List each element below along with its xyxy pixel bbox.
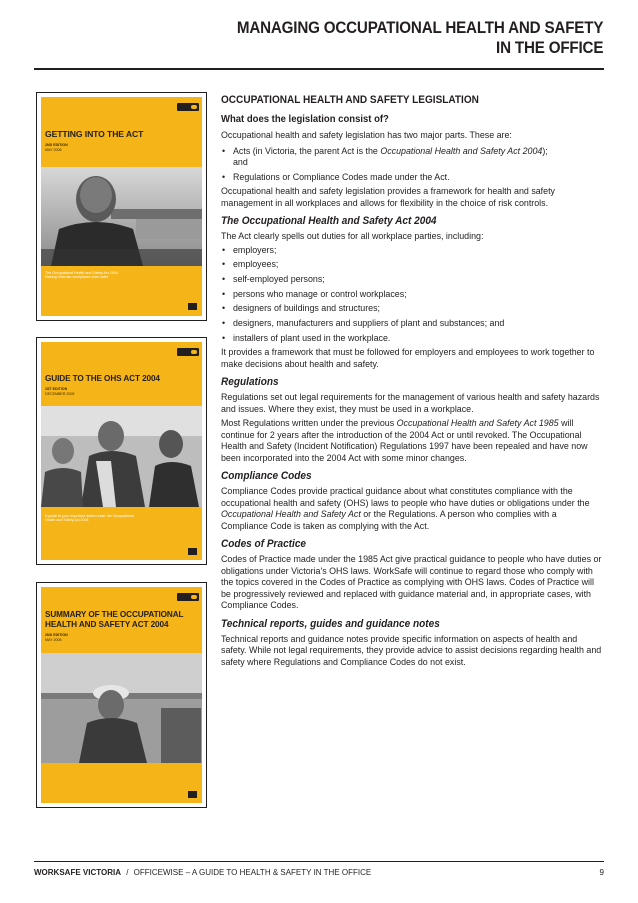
list-item: • Regulations or Compliance Codes made under the Act.: [221, 172, 603, 184]
footer-rule: [34, 861, 604, 862]
list-item: • Acts (in Victoria, the parent Act is the Occupational Health and Safety Act 2004); and: [221, 146, 603, 169]
cover-guide-to-ohs-act: [36, 337, 207, 565]
page-title: [237, 18, 603, 58]
cover-heading: SUMMARY OF THE OCCUPATIONAL HEALTH AND SAFETY ACT 2004: [45, 610, 184, 629]
title-rule: [34, 68, 604, 70]
cover-image: [41, 97, 202, 316]
cover-footer: The Occupational Health and Safety Act 2004 Making Victorian workplaces even safer: [45, 271, 118, 280]
footer-separator: /: [126, 868, 129, 877]
codes-of-practice-heading: Codes of Practice: [221, 538, 307, 551]
cover-summary-of-ohs-act: [36, 582, 207, 808]
worksafe-logo: [177, 348, 199, 356]
page-title-line-2: IN THE OFFICE: [495, 39, 603, 57]
cover-date: MAY 2006: [45, 638, 62, 642]
cover-edition: 1ST EDITION: [45, 387, 68, 391]
section-subheading: What does the legislation consist of?: [221, 114, 389, 125]
technical-reports-heading: Technical reports, guides and guidance notes: [221, 617, 440, 630]
act-heading: The Occupational Health and Safety Act 2004: [221, 215, 437, 227]
cover-heading: GUIDE TO THE OHS ACT 2004: [45, 374, 160, 383]
paragraph-intro: Occupational health and safety legislation has two major parts. These are:: [221, 130, 512, 140]
list-item: • designers, manufacturers and suppliers of plant and substances; and: [221, 318, 603, 330]
footer-brand: WORKSAFE VICTORIA: [34, 868, 121, 877]
list-item: • employers;: [221, 245, 603, 257]
cover-image: [41, 342, 202, 560]
cover-date: DECEMBER 2005: [45, 392, 75, 396]
cover-photo-worker: [41, 167, 202, 266]
list-item: • persons who manage or control workplaces;: [221, 289, 603, 301]
page-title-line-1: MANAGING OCCUPATIONAL HEALTH AND SAFETY: [236, 19, 603, 37]
cover-photo-workers: [41, 406, 202, 507]
footer-guide-title: OFFICEWISE – A GUIDE TO HEALTH & SAFETY IN THE OFFICE: [133, 868, 372, 877]
regulations-heading: Regulations: [221, 376, 279, 389]
cover-image: [41, 587, 202, 803]
main-content: [221, 94, 603, 668]
page-footer: [34, 868, 604, 878]
compliance-codes-heading: Compliance Codes: [221, 470, 312, 483]
paragraph-act-intro: The Act clearly spells out duties for all workplace parties, including:: [221, 231, 484, 241]
cover-getting-into-the-act: [36, 92, 207, 321]
paragraph-framework: Occupational health and safety legislation provides a framework for health and safety management in all workplaces and allows for flexibility in the choice of risk controls.: [221, 186, 555, 208]
victoria-government-logo: [188, 791, 197, 798]
victoria-government-logo: [188, 548, 197, 555]
duty-holders-list: [221, 245, 603, 345]
paragraph-compliance-codes: Compliance Codes provide practical guidance about what constitutes compliance with the occupational health and safety (OHS) laws to people who have duties or obligations under the Occupational Health and Safety Act or the Regulations. A person who complies with a Compliance Code is taken as complying with the Act.: [221, 486, 590, 531]
section-heading: OCCUPATIONAL HEALTH AND SAFETY LEGISLATION: [221, 94, 479, 106]
paragraph-codes-of-practice: Codes of Practice made under the 1985 Act give practical guidance to people who have duties or obligations under Victoria's OHS laws. WorkSafe will continue to regard those who comply with the topics covered in the Codes of Practice as complying with OHS laws. Codes of Practice will be progressively reviewed and replaced with guidance material and, in appropriate cases, with Compliance Codes.: [221, 554, 602, 611]
cover-footer: A guide to your important duties under the Occupational Health and Safety Act 2004: [45, 514, 134, 523]
victoria-government-logo: [188, 303, 197, 310]
paragraph-regulations-1: Regulations set out legal requirements for the management of various health and safety hazards and issues. Where they exist, they must be used in a workplace.: [221, 392, 600, 414]
cover-date: MAY 2006: [45, 148, 62, 152]
paragraph-regulations-2: Most Regulations written under the previous Occupational Health and Safety Act 1985 will continue for 2 years after the introduction of the 2004 Act or until revoked. The Occupational Health and Safety (Incident Notification) Regulations 1997 have been repealed and have now been incorporated into the 2004 Act with some minor changes.: [221, 418, 588, 463]
cover-edition: 2ND EDITION: [45, 633, 68, 637]
page-number: 9: [599, 868, 604, 877]
worksafe-logo: [177, 103, 199, 111]
cover-photo-worker-helmet: [41, 653, 202, 763]
cover-edition: 2ND EDITION: [45, 143, 68, 147]
list-item: • designers of buildings and structures;: [221, 303, 603, 315]
list-item: • self-employed persons;: [221, 274, 603, 286]
list-item: • installers of plant used in the workplace.: [221, 333, 603, 345]
cover-heading: GETTING INTO THE ACT: [45, 129, 144, 139]
legislation-parts-list: [221, 146, 603, 184]
paragraph-technical-reports: Technical reports and guidance notes provide specific information on aspects of health and safety. While not legal requirements, they provide advice to assist decisions regarding health and safety where Regulations and Compliance Codes do not exist.: [221, 633, 602, 667]
list-item: • employees;: [221, 259, 603, 271]
paragraph-act-outro: It provides a framework that must be followed for employers and employees to work together to make decisions about health and safety.: [221, 347, 595, 369]
worksafe-logo: [177, 593, 199, 601]
